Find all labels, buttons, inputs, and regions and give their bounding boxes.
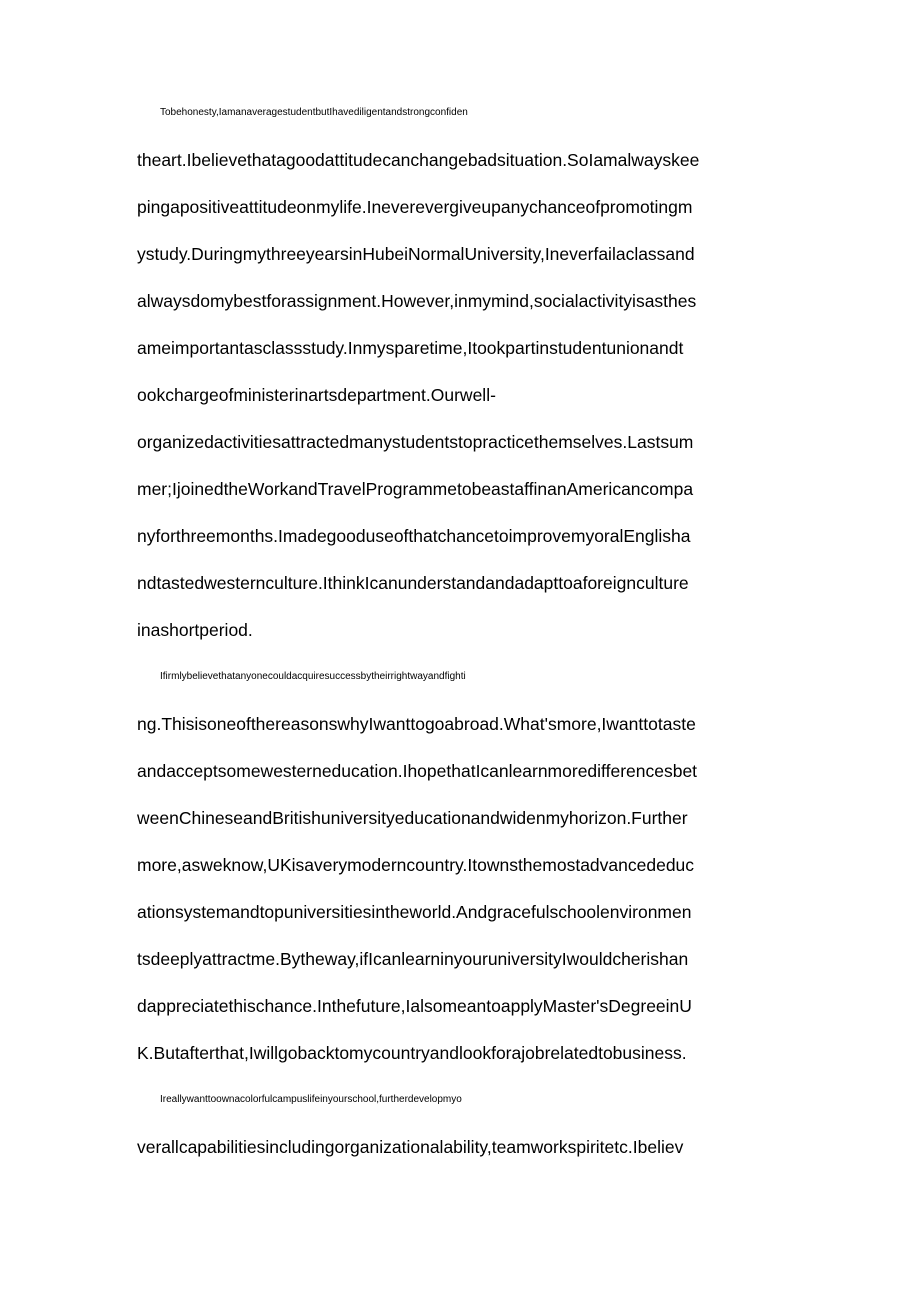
- paragraph-2-line-3: andacceptsomewesterneducation.IhopethatIcanlearnmoredifferencesbet: [137, 761, 698, 781]
- paragraph-2-line-8: dappreciatethischance.Inthefuture,IalsomeantoapplyMaster'sDegreeinU: [137, 996, 692, 1016]
- paragraph-1-line-12: inashortperiod.: [137, 620, 253, 640]
- paragraph-1-line-5: alwaysdomybestforassignment.However,inmymind,socialactivityisasthes: [137, 291, 697, 311]
- paragraph-1-line-11: ndtastedwesternculture.IthinkIcanunderstandandadapttoaforeignculture: [137, 573, 689, 593]
- paragraph-3-line-2: verallcapabilitiesincludingorganizationalability,teamworkspiritetc.Ibeliev: [137, 1137, 684, 1157]
- paragraph-2-line-4: weenChineseandBritishuniversityeducationandwidenmyhorizon.Further: [137, 808, 688, 828]
- paragraph-1-line-4: ystudy.DuringmythreeyearsinHubeiNormalUniversity,Ineverfailaclassand: [137, 244, 695, 264]
- paragraph-1-line-2: theart.Ibelievethatagoodattitudecanchangebadsituation.SoIamalwayskee: [137, 150, 700, 170]
- paragraph-1-line-3: pingapositiveattitudeonmylife.Ineverevergiveupanychanceofpromotingm: [137, 197, 693, 217]
- paragraph-2-line-1: Ifirmlybelievethatanyonecouldacquiresuccessbytheirrightwayandfighti: [160, 671, 466, 682]
- paragraph-2-line-7: tsdeeplyattractme.Bytheway,ifIcanlearninyouruniversityIwouldcherishan: [137, 949, 689, 969]
- paragraph-1-line-1: Tobehonesty,IamanaveragestudentbutIhavediligentandstrongconfiden: [160, 107, 468, 118]
- paragraph-1-line-6: ameimportantasclassstudy.Inmysparetime,Itookpartinstudentunionandt: [137, 338, 684, 358]
- paragraph-2-line-9: K.Butafterthat,Iwillgobacktomycountryandlookforajobrelatedtobusiness.: [137, 1043, 687, 1063]
- paragraph-1-line-8: organizedactivitiesattractedmanystudentstopracticethemselves.Lastsum: [137, 432, 694, 452]
- paragraph-2-line-5: more,asweknow,UKisaverymoderncountry.Itownsthemostadvancededuc: [137, 855, 695, 875]
- paragraph-2-line-2: ng.ThisisoneofthereasonswhyIwanttogoabroad.What'smore,Iwanttotaste: [137, 714, 696, 734]
- paragraph-3-line-1: Ireallywanttoownacolorfulcampuslifeinyourschool,furtherdevelopmyo: [160, 1094, 462, 1105]
- paragraph-1-line-7: ookchargeofministerinartsdepartment.Ourwell-: [137, 385, 496, 405]
- paragraph-1-line-9: mer;IjoinedtheWorkandTravelProgrammetobeastaffinanAmericancompa: [137, 479, 694, 499]
- paragraph-1-line-10: nyforthreemonths.ImadegooduseofthatchancetoimprovemyoralEnglisha: [137, 526, 691, 546]
- paragraph-2-line-6: ationsystemandtopuniversitiesintheworld.Andgracefulschoolenvironmen: [137, 902, 692, 922]
